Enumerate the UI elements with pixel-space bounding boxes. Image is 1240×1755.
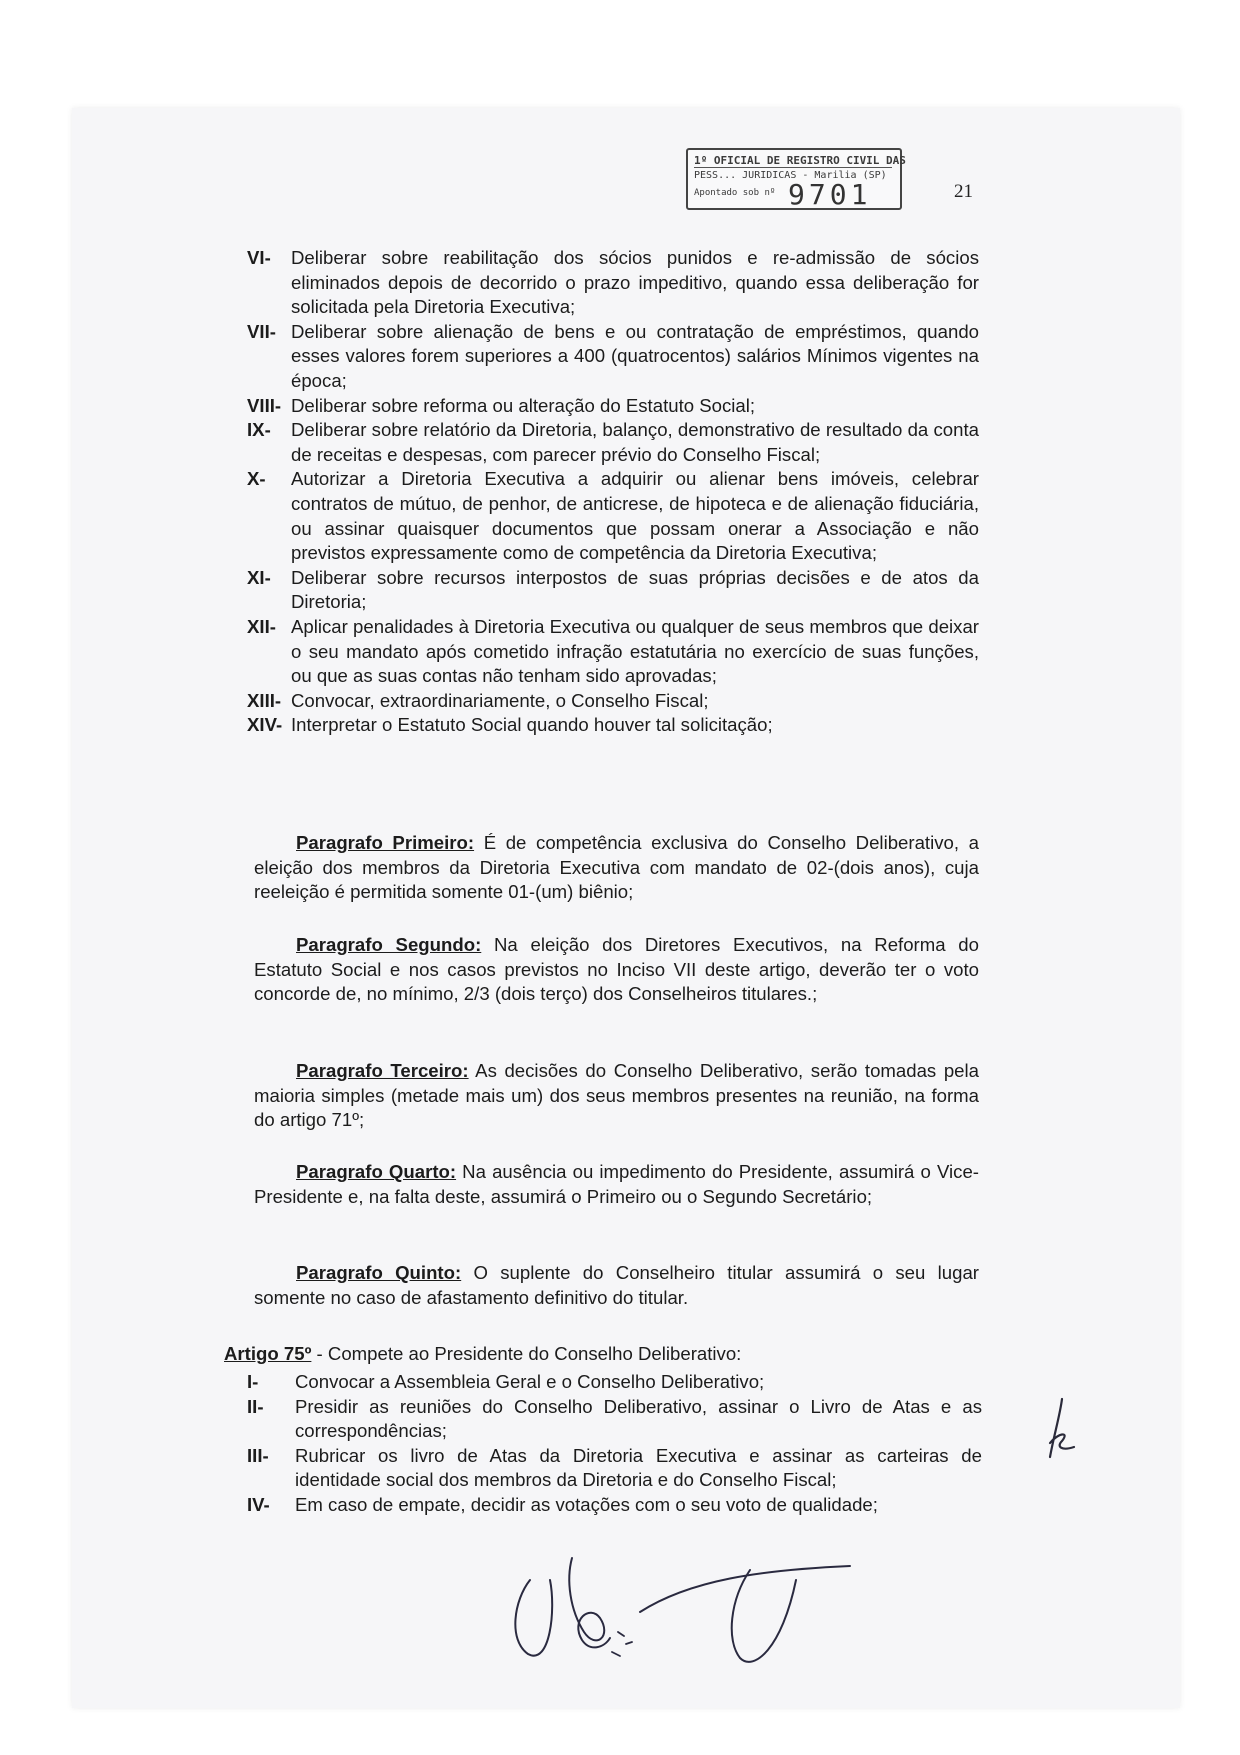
- list-item: [247, 1370, 982, 1395]
- registry-stamp: [686, 148, 906, 211]
- item-text: Deliberar sobre relatório da Diretoria, balanço, demonstrativo de resultado da conta de receitas e despesas, com parecer prévio do Conselho Fiscal;: [291, 419, 979, 465]
- item-numeral: XII-: [247, 615, 276, 637]
- page-number: 21: [954, 181, 973, 202]
- paragraph-text: Na ausência ou impedimento do Presidente, assumirá o Vice-Presidente e, na falta deste, assumirá o Primeiro ou o Segundo Secretário;: [254, 1161, 979, 1207]
- article-heading: [224, 1342, 741, 1366]
- paragraph-quinto: [254, 1261, 979, 1310]
- incisos-list-bottom: [247, 1370, 982, 1518]
- article-label: Artigo 75º: [224, 1343, 312, 1364]
- paragraph-label: Paragrafo Quinto:: [296, 1262, 462, 1283]
- item-text: Deliberar sobre reforma ou alteração do Estatuto Social;: [291, 394, 756, 416]
- item-text: Deliberar sobre recursos interpostos de suas próprias decisões e de atos da Diretoria;: [291, 566, 979, 613]
- item-numeral: XIII-: [247, 689, 282, 711]
- item-text: Interpretar o Estatuto Social quando houver tal solicitação;: [291, 714, 773, 736]
- list-item: [247, 713, 979, 738]
- paragraph-label: Paragrafo Terceiro:: [296, 1060, 469, 1081]
- paragraph-primeiro: [254, 831, 979, 905]
- list-item: [247, 418, 979, 467]
- item-text: Deliberar sobre alienação de bens e ou contratação de empréstimos, quando esses valores forem superiores a 400 (quatrocentos) salários Mínimos vigentes na época;: [291, 320, 979, 391]
- incisos-list-top: [247, 246, 979, 738]
- item-numeral: IX-: [247, 419, 271, 441]
- item-numeral: XIV-: [247, 714, 283, 736]
- list-item: [247, 394, 979, 419]
- paragraph-text: O suplente do Conselheiro titular assumirá o seu lugar somente no caso de afastamento definitivo do titular.: [254, 1262, 979, 1308]
- paragraph-terceiro: [254, 1059, 979, 1133]
- item-text: Convocar, extraordinariamente, o Conselho Fiscal;: [291, 689, 709, 711]
- paragraph-segundo: [254, 933, 979, 1007]
- stamp-divider: [694, 167, 892, 168]
- item-text: Presidir as reuniões do Conselho Deliberativo, assinar o Livro de Atas e as correspondências;: [295, 1395, 982, 1442]
- paragraph-label: Paragrafo Primeiro:: [296, 832, 475, 853]
- item-text: Em caso de empate, decidir as votações com o seu voto de qualidade;: [295, 1493, 878, 1515]
- stamp-line-2: PESS... JURIDICAS - Marilia (SP): [694, 170, 887, 181]
- list-item: [247, 1444, 982, 1493]
- item-numeral: XI-: [247, 566, 271, 588]
- margin-initial-signature: [1040, 1395, 1080, 1465]
- list-item: [247, 689, 979, 714]
- list-item: [247, 320, 979, 394]
- paragraph-text: Na eleição dos Diretores Executivos, na Reforma do Estatuto Social e nos casos previstos no Inciso VII deste artigo, deverão ter o voto concorde de, no mínimo, 2/3 (dois terço) dos Conselheiros titulares.;: [254, 934, 979, 1005]
- list-item: [247, 1395, 982, 1444]
- paragraph-label: Paragrafo Segundo:: [296, 934, 482, 955]
- item-text: Autorizar a Diretoria Executiva a adquirir ou alienar bens imóveis, celebrar contratos de mútuo, de penhor, de anticrese, de hipoteca e de alienação fiduciária, ou assinar quaisquer documentos que possam onerar a Associação e não previstos expressamente como de competência da Diretoria Executiva;: [291, 468, 979, 564]
- list-item: [247, 615, 979, 689]
- paragraph-text: É de competência exclusiva do Conselho Deliberativo, a eleição dos membros da Diretoria Executiva com mandato de 02-(dois anos), cuja reeleição é permitida somente 01-(um) biênio;: [254, 832, 979, 903]
- item-text: Rubricar os livro de Atas da Diretoria Executiva e assinar as carteiras de identidade social dos membros da Diretoria e do Conselho Fiscal;: [295, 1444, 982, 1491]
- stamp-line-1: 1º OFICIAL DE REGISTRO CIVIL DAS: [694, 154, 906, 167]
- list-item: [247, 566, 979, 615]
- paragraph-label: Paragrafo Quarto:: [296, 1161, 457, 1182]
- stamp-number: 9701: [788, 178, 872, 211]
- item-text: Deliberar sobre reabilitação dos sócios punidos e re-admissão de sócios eliminados depois de decorrido o prazo impeditivo, quando essa deliberação for solicitada pela Diretoria Executiva;: [291, 247, 979, 318]
- item-numeral: VIII-: [247, 394, 282, 416]
- item-numeral: IV-: [247, 1493, 270, 1515]
- item-numeral: III-: [247, 1444, 269, 1466]
- list-item: [247, 1493, 982, 1518]
- list-item: [247, 246, 979, 320]
- article-text: - Compete ao Presidente do Conselho Deliberativo:: [311, 1343, 742, 1364]
- item-text: Aplicar penalidades à Diretoria Executiva ou qualquer de seus membros que deixar o seu mandato após cometido infração estatutária no exercício de suas funções, ou que as suas contas não tenham sido aprovadas;: [291, 615, 979, 687]
- item-numeral: II-: [247, 1395, 264, 1417]
- item-numeral: VI-: [247, 247, 271, 268]
- item-text: Convocar a Assembleia Geral e o Conselho Deliberativo;: [295, 1371, 765, 1392]
- item-numeral: I-: [247, 1371, 259, 1392]
- list-item: [247, 467, 979, 565]
- handwritten-signatures: [500, 1540, 860, 1670]
- paragraph-text: As decisões do Conselho Deliberativo, serão tomadas pela maioria simples (metade mais um) dos seus membros presentes na reunião, na forma do artigo 71º;: [254, 1060, 979, 1131]
- stamp-line-3: Apontado sob nº: [694, 188, 776, 198]
- paragraph-quarto: [254, 1160, 979, 1209]
- item-numeral: VII-: [247, 320, 276, 342]
- item-numeral: X-: [247, 468, 266, 490]
